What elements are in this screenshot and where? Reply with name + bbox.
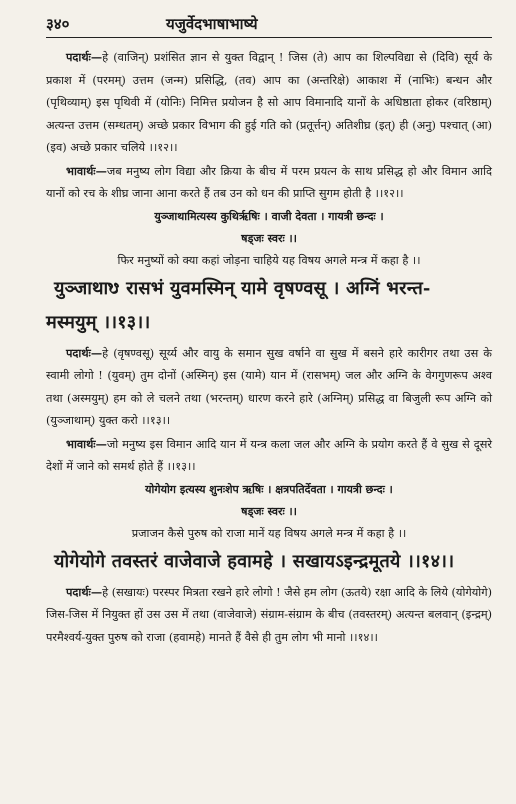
padartha-paragraph-14 [46,581,492,650]
page-number: ३४० [46,15,70,33]
running-title: यजुर्वेदभाषाभाष्ये [166,15,258,33]
svara-line-14: षड्जः स्वरः ।। [241,504,297,518]
svara-line-13: षड्जः स्वरः ।। [241,231,297,245]
padartha-text: हे (सखायः) परस्पर मित्रता रखने हारे लोगो ! जैसे हम लोग (ऊतये) रक्षा आदि के लिये (योगेयोगे) जिस-जिस में नियुक्त हों उस उस में तथा (वाजेवाजे) संग्राम-संग्राम के बीच (तवस्तरम्) अत्यन्त बलवान् (इन्द्रम्) परमैश्वर्य-युक्त पुरुष को राजा (हवामहे) मानते हैं वैसे ही तुम लोग भी मानो ।।१४।। [46,585,492,644]
bhavartha-text: जो मनुष्य इस विमान आदि यान में यन्त्र कला जल और अग्नि के प्रयोग करते हैं वे सुख से दूसरे देशों में जाने को समर्थ होते हैं ।।१३।। [46,437,492,473]
padartha-label: पदार्थः— [66,50,103,64]
padartha-label: पदार्थः— [66,584,103,599]
bhavartha-label: भावार्थः— [66,163,107,178]
padartha-text: हे (वृषण्वसू) सूर्य्य और वायु के समान सुख वर्षाने वा सुख में बसने हारे कारीगर तथा उस के स्वामी लोगो ! (युवम्) तुम दोनों (अस्मिन्) इस (यामे) यान में (रासभम्) जल और अग्नि के वेगगुणरूप अश्व तथा (अस्मयुम्) हम को ले चलने तथा (भरन्तम्) धारण करने हारे (अग्निम्) प्रसिद्ध वा बिजुली रूप अग्नि को (युञ्जाथाम्) युक्त करो ।।१३।। [46,346,492,427]
mantra-14-line-1: योगेयोगे तवस्तरं वाजेवाजे हवामहे । सखायऽइन्द्रमूतये ।।१४।। [54,550,455,572]
padartha-label: पदार्थः— [66,345,103,360]
bhavartha-paragraph-12 [46,160,492,206]
mantra-13-line-1: युञ्जाथाᳪ रासभं युवमस्मिन् यामे वृषण्वसू । अग्निं भरन्त- [54,277,431,299]
bhavartha-text: जब मनुष्य लोग विद्या और क्रिया के बीच में परम प्रयत्न के साथ प्रसिद्ध हो और विमान आदि यानों को रच के शीघ्र जाना आना करते हैं तब उन को धन की प्राप्ति सुगम होती है ।।१२।। [46,164,492,200]
mantra-intro-14: प्रजाजन कैसे पुरुष को राजा मानें यह विषय अगले मन्त्र में कहा है ।। [131,526,407,540]
bhavartha-paragraph-13 [46,433,492,479]
bhavartha-label: भावार्थः— [66,436,107,451]
rishi-devata-line-14: योगेयोग इत्यस्य शुनःशेप ऋषिः । क्षत्रपतिर्देवता । गायत्री छन्दः । [145,482,393,496]
mantra-13-line-2: मस्मयुम् ।।१३।। [46,311,151,333]
rishi-devata-line-13: युञ्जाथामित्यस्य कुथिर्ऋषिः । वाजी देवता । गायत्री छन्दः । [154,209,384,223]
mantra-intro-13: फिर मनुष्यों को क्या कहां जोड़ना चाहिये यह विषय अगले मन्त्र में कहा है ।। [117,253,421,267]
padartha-paragraph-13 [46,342,492,433]
page-header [46,14,492,38]
padartha-text: हे (वाजिन्) प्रशंसित ज्ञान से युक्त विद्वान् ! जिस (ते) आप का शिल्पविद्या से (दिवि) सूर्य के प्रकाश में (परमम्) उत्तम (जन्म) प्रसिद्धि, (तव) आप का (अन्तरिक्षे) आकाश में (नाभिः) बन्धन और (पृथिव्याम्) इस पृथिवी में (योनिः) निमित्त प्रयोजन है सो आप विमानादि यानों के अधिष्ठाता होकर (वरिष्ठाम्) अत्यन्त उत्तम (सम्धतम्) अच्छे प्रकार विभाग की हुई गति को (प्रतूर्त्तन्) अतिशीघ्र (इत्) ही (अनु) पश्चात् (आ) (इव) अच्छे प्रकार चलिये ।।१२।। [46,51,492,154]
padartha-paragraph-12 [46,46,492,160]
